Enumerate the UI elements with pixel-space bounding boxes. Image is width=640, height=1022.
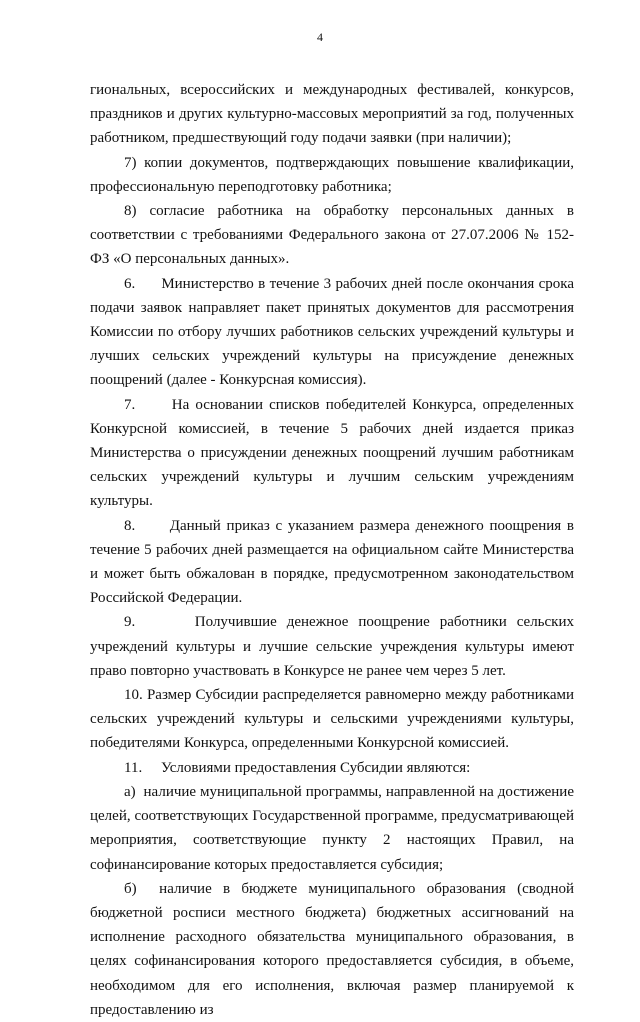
paragraph-item-7-documents: 7) копии документов, подтверждающих повышение квалификации, профессиональную переподготовку работника;	[90, 154, 574, 195]
paragraph-point-8: 8. Данный приказ с указанием размера денежного поощрения в течение 5 рабочих дней размещается на официальном сайте Министерства и может быть обжалован в порядке, предусмотренном законодательством Российской Федерации.	[90, 517, 574, 607]
document-body	[90, 78, 574, 1022]
paragraph-point-11: 11. Условиями предоставления Субсидии являются:	[124, 759, 471, 776]
paragraph-subpoint-b: б) наличие в бюджете муниципального образования (сводной бюджетной росписи местного бюджета) бюджетных ассигнований на исполнение расходного обязательства муниципального образования, в целях софинансирования которого предоставляется субсидия, в объеме, необходимом для его исполнения, включая размер планируемой к предоставлению из	[90, 880, 574, 1018]
paragraph-point-6: 6. Министерство в течение 3 рабочих дней после окончания срока подачи заявок направляет пакет принятых документов для рассмотрения Комиссии по отбору лучших работников сельских учреждений культуры и лучших сельских учреждений культуры на присуждение денежных поощрений (далее - Конкурсная комиссия).	[90, 275, 574, 389]
paragraph-continuation: гиональных, всероссийских и международных фестивалей, конкурсов, праздников и других культурно-массовых мероприятий за год, полученных работником, предшествующий году подачи заявки (при наличии);	[90, 82, 574, 147]
paragraph-point-10: 10. Размер Субсидии распределяется равномерно между работниками сельских учреждений культуры и сельскими учреждениями культуры, победителями Конкурса, определенными Конкурсной комиссией.	[90, 687, 574, 752]
paragraph-item-8-consent: 8) согласие работника на обработку персональных данных в соответствии с требованиями Федерального закона от 27.07.2006 № 152-ФЗ «О персональных данных».	[90, 203, 574, 268]
paragraph-subpoint-a: а) наличие муниципальной программы, направленной на достижение целей, соответствующих Государственной программе, предусматривающей мероприятия, соответствующие пункту 2 настоящих Правил, на софинансирование которых предоставляется субсидия;	[90, 783, 574, 873]
paragraph-point-9: 9. Получившие денежное поощрение работники сельских учреждений культуры и лучшие сельские учреждения культуры имеют право повторно участвовать в Конкурсе не ранее чем через 5 лет.	[90, 614, 574, 679]
paragraph-point-7: 7. На основании списков победителей Конкурса, определенных Конкурсной комиссией, в течение 5 рабочих дней издается приказ Министерства о присуждении денежных поощрений лучшим работникам сельских учреждений культуры и лучшим сельским учреждениям культуры.	[90, 396, 574, 510]
page-number: 4	[317, 30, 323, 44]
